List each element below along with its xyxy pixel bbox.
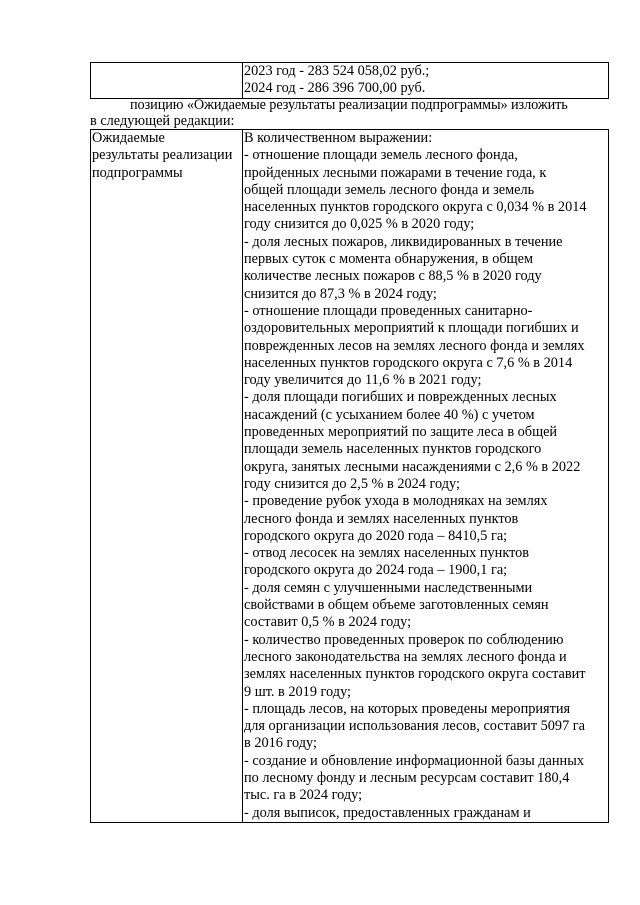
content-line: насаждений (с усыханием более 40 %) с учетом xyxy=(244,406,535,423)
amendment-paragraph xyxy=(90,97,608,129)
funding-line-2023: 2023 год - 283 524 058,02 руб.; xyxy=(244,63,430,79)
content-line: - доля лесных пожаров, ликвидированных в течение xyxy=(244,233,563,250)
position-label-cell xyxy=(91,130,243,823)
table-cell-funding xyxy=(243,63,609,99)
content-line: - площадь лесов, на которых проведены мероприятия xyxy=(244,700,571,717)
content-line: количестве лесных пожаров с 88,5 % в 2020 году xyxy=(244,268,542,285)
content-line: округа, занятых лесными насаждениями с 2,6 % в 2022 xyxy=(244,458,581,475)
content-line: - отвод лесосек на землях населенных пунктов xyxy=(244,545,530,562)
content-line: снизится до 87,3 % в 2024 году; xyxy=(244,285,437,302)
content-line: - количество проведенных проверок по соблюдению xyxy=(244,631,564,648)
content-line: лесного законодательства на землях лесного фонда и xyxy=(244,648,567,665)
content-line: лесного фонда и землях населенных пунктов xyxy=(244,510,519,527)
table-row xyxy=(91,130,609,823)
paragraph-line-2: в следующей редакции: xyxy=(90,113,235,129)
position-label-line: подпрограммы xyxy=(92,164,183,181)
content-line: в 2016 году; xyxy=(244,735,317,752)
content-line: году снизится до 0,025 % в 2020 году; xyxy=(244,216,475,233)
content-line: землях населенных пунктов городского округа составит xyxy=(244,666,586,683)
content-line: населенных пунктов городского округа с 7,6 % в 2014 xyxy=(244,354,573,371)
content-line: - доля выписок, предоставленных гражданам и xyxy=(244,804,531,821)
position-label-line: Ожидаемые xyxy=(92,130,165,146)
content-line: площади земель населенных пунктов городского xyxy=(244,441,542,458)
content-line: году снизится до 2,5 % в 2024 году; xyxy=(244,475,460,492)
content-line: составит 0,5 % в 2024 году; xyxy=(244,614,412,631)
content-line: - отношение площади проведенных санитарно- xyxy=(244,302,533,319)
content-line: году увеличится до 11,6 % в 2021 году; xyxy=(244,372,482,389)
content-line: тыс. га в 2024 году; xyxy=(244,787,363,804)
content-line: - отношение площади земель лесного фонда, xyxy=(244,147,518,164)
content-line: населенных пунктов городского округа с 0,034 % в 2014 xyxy=(244,199,587,216)
content-line: для организации использования лесов, составит 5097 га xyxy=(244,718,586,735)
content-line: поврежденных лесов на землях лесного фонда и землях xyxy=(244,337,585,354)
content-line: городского округа до 2024 года – 1900,1 га; xyxy=(244,562,508,579)
content-line: 9 шт. в 2019 году; xyxy=(244,683,351,700)
content-line: проведенных мероприятий по защите леса в общей xyxy=(244,424,558,441)
content-line: первых суток с момента обнаружения, в общем xyxy=(244,251,534,268)
content-line: - создание и обновление информационной базы данных xyxy=(244,752,584,769)
content-line: по лесному фонду и лесным ресурсам составит 180,4 xyxy=(244,769,570,786)
content-line: пройденных лесными пожарами в течение года, к xyxy=(244,164,547,181)
expected-results-table xyxy=(90,129,609,823)
previous-table-fragment xyxy=(90,62,609,99)
paragraph-line-1: позицию «Ожидаемые результаты реализации подпрограммы» изложить xyxy=(130,97,568,113)
position-content-cell xyxy=(243,130,609,823)
content-line: общей площади земель лесного фонда и земель xyxy=(244,181,535,198)
table-row xyxy=(91,63,609,99)
funding-line-2024: 2024 год - 286 396 700,00 руб. xyxy=(244,80,426,97)
content-line: В количественном выражении: xyxy=(244,130,433,146)
content-line: - проведение рубок ухода в молодняках на землях xyxy=(244,493,548,510)
content-line: оздоровительных мероприятий к площади погибших и xyxy=(244,320,579,337)
content-line: свойствами в общем объеме заготовленных семян xyxy=(244,597,549,614)
content-line: - доля площади погибших и поврежденных лесных xyxy=(244,389,557,406)
position-label-line: результаты реализации xyxy=(92,147,233,164)
table-cell-label xyxy=(91,63,243,99)
content-line: городского округа до 2020 года – 8410,5 га; xyxy=(244,527,508,544)
content-line: - доля семян с улучшенными наследственными xyxy=(244,579,533,596)
